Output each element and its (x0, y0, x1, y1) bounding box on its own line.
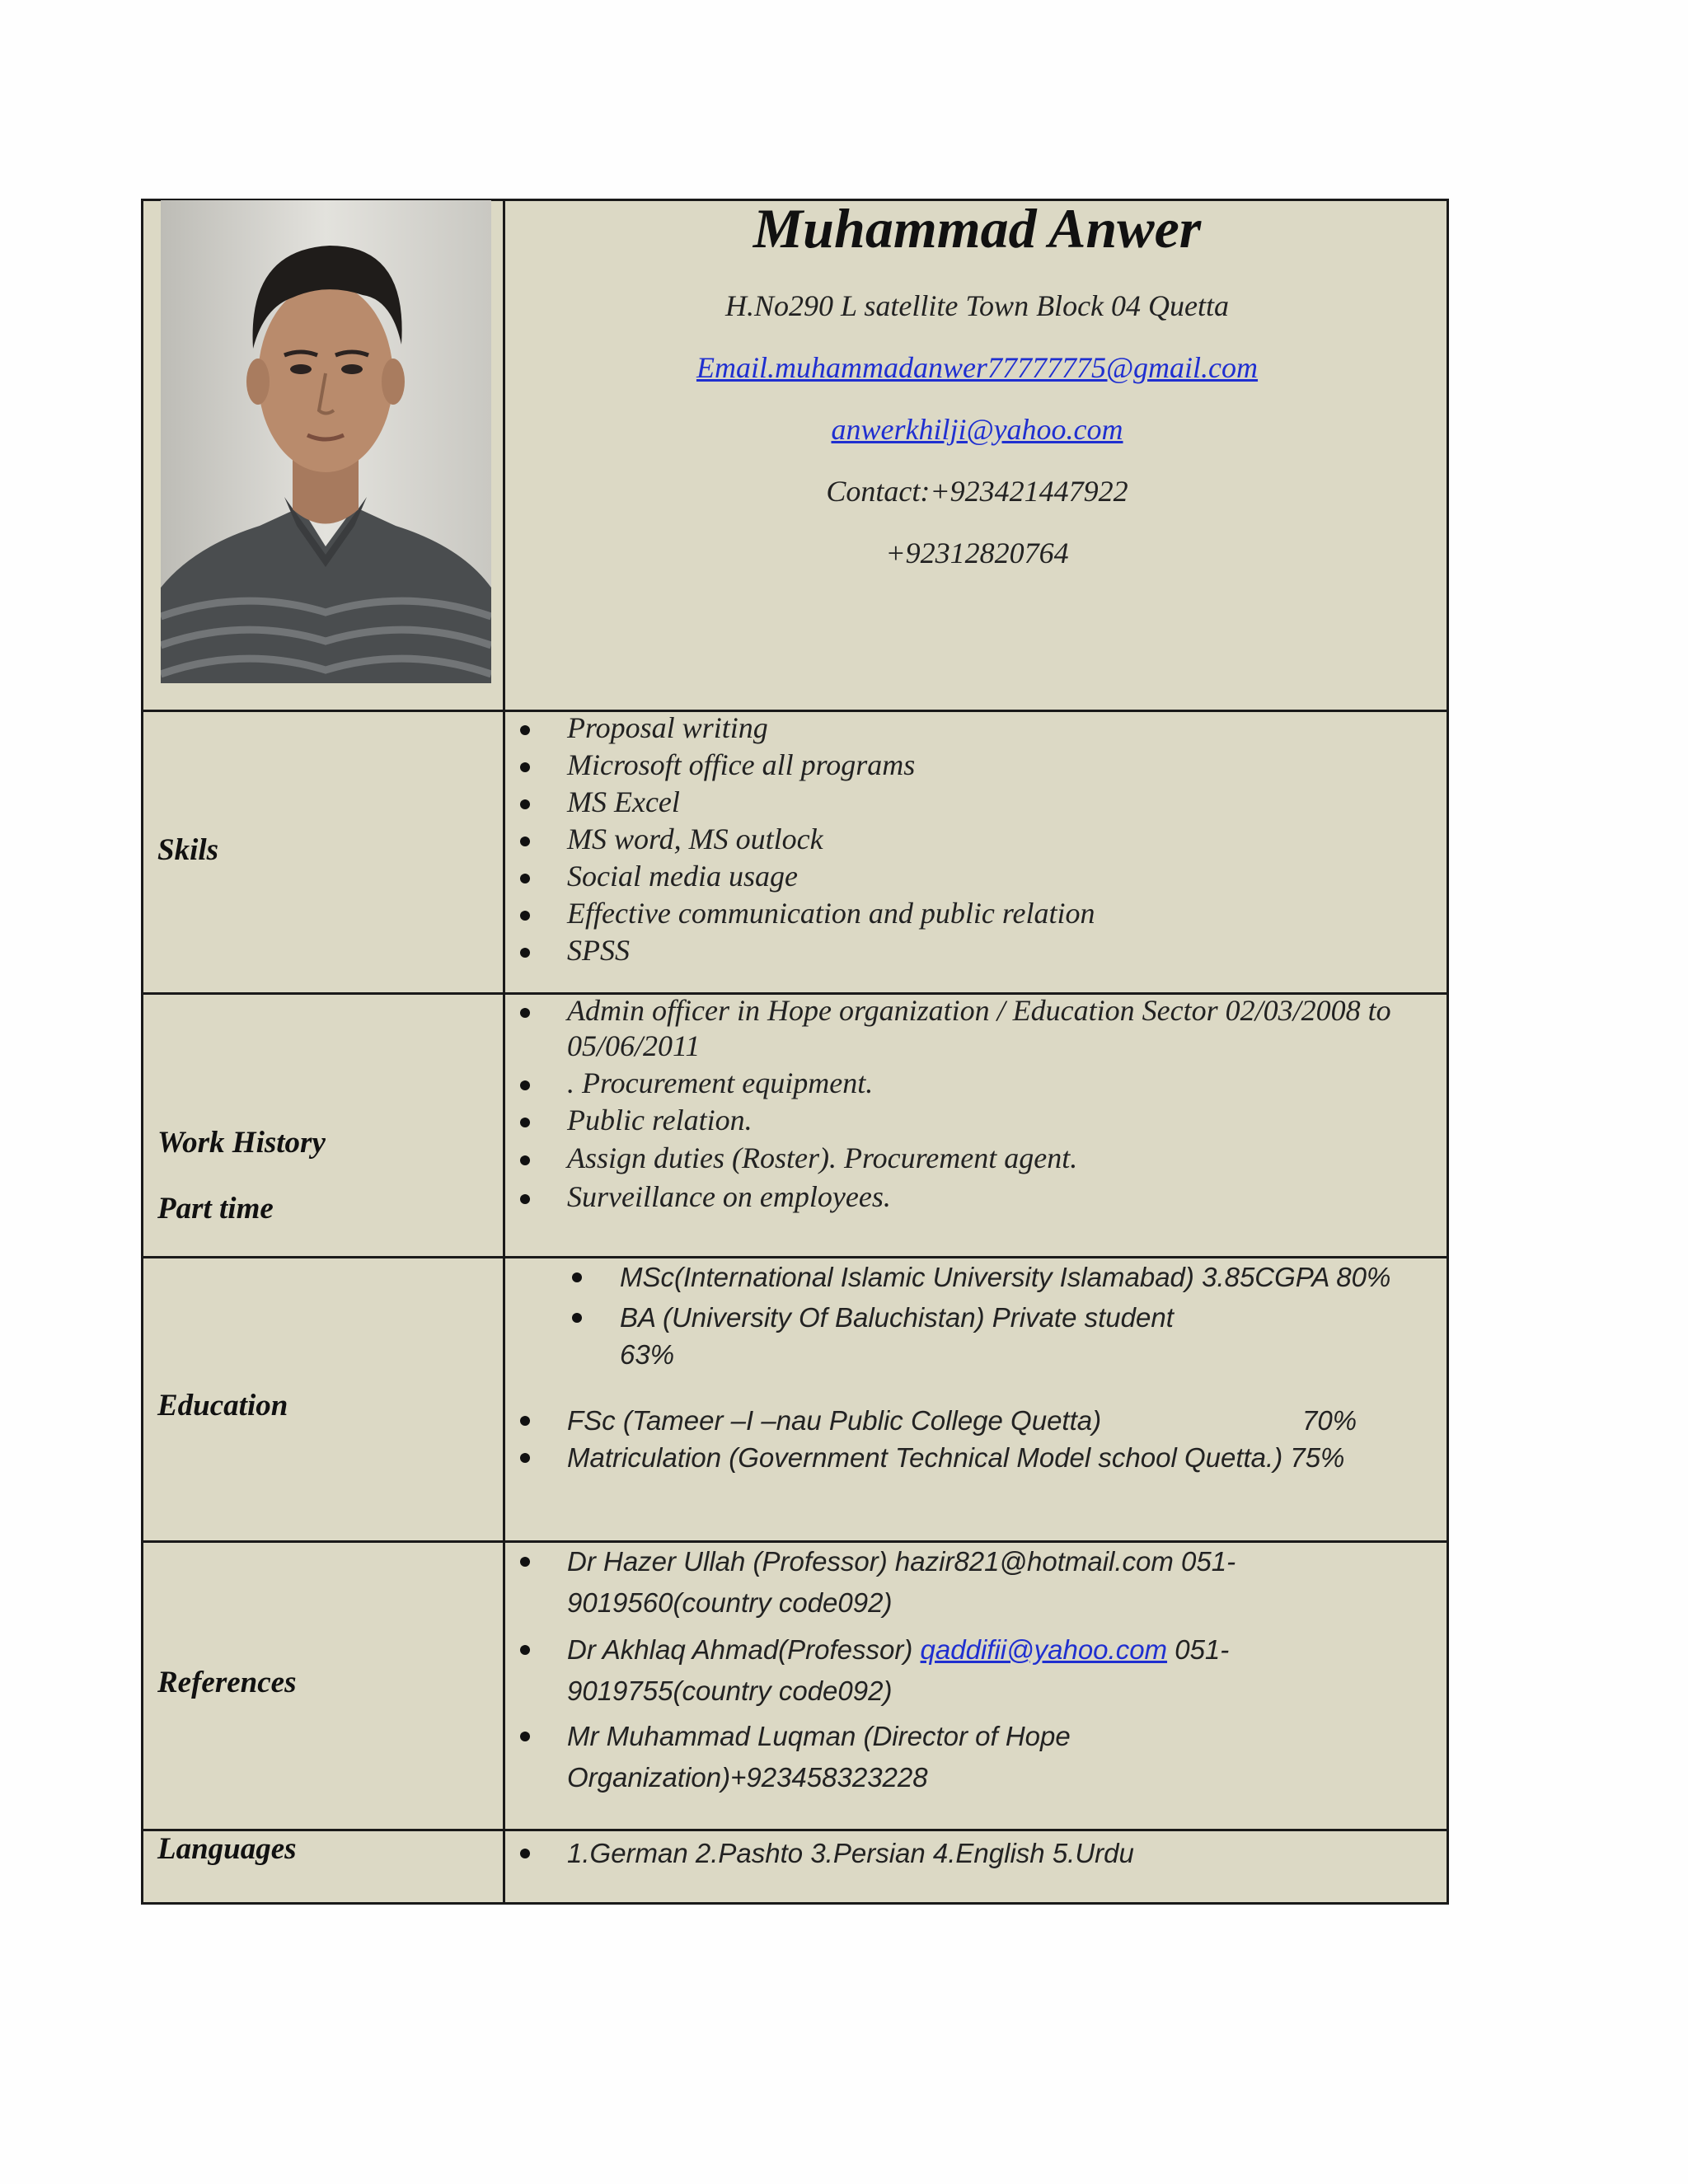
address: H.No290 L satellite Town Block 04 Quetta (724, 289, 1229, 322)
contact-phone: Contact:+923421447922 (826, 475, 1128, 508)
list-item: MS Excel (567, 785, 680, 818)
bullet-icon (520, 911, 530, 921)
bullet-icon (520, 1416, 530, 1426)
list-item: Dr Hazer Ullah (Professor) hazir821@hotmail.com 051- (567, 1546, 1236, 1577)
contact-phone-alt: +92312820764 (885, 537, 1069, 569)
list-item: BA (University Of Baluchistan) Private student (620, 1302, 1174, 1333)
list-item-continued: 05/06/2011 (567, 1029, 701, 1062)
list-item: Microsoft office all programs (567, 748, 916, 781)
row-divider (141, 710, 1449, 712)
column-divider (503, 199, 505, 1905)
bullet-icon (520, 1194, 530, 1204)
skills-label: Skils (157, 833, 219, 867)
languages-label: Languages (157, 1832, 297, 1866)
bullet-icon (520, 1453, 530, 1463)
languages-value: 1.German 2.Pashto 3.Persian 4.English 5.Urdu (567, 1838, 1134, 1868)
bullet-icon (520, 1080, 530, 1090)
row-divider (141, 1829, 1449, 1831)
bullet-icon (520, 1849, 530, 1858)
list-item: Admin officer in Hope organization / Education Sector 02/03/2008 to (567, 994, 1391, 1027)
list-item: Matriculation (Government Technical Model school Quetta.) 75% (567, 1442, 1345, 1473)
education-label: Education (157, 1389, 288, 1422)
profile-photo (161, 200, 491, 683)
list-item-continued: 9019560(country code092) (567, 1587, 893, 1618)
list-item-continued: 9019755(country code092) (567, 1675, 893, 1706)
list-item: Assign duties (Roster). Procurement agent. (567, 1141, 1078, 1174)
list-item-value: 70% (1302, 1405, 1357, 1436)
work-history-label: Work History (157, 1126, 326, 1160)
bullet-icon (520, 1155, 530, 1165)
list-item-continued: 63% (620, 1339, 675, 1370)
list-item: Surveillance on employees. (567, 1180, 891, 1213)
row-divider (141, 1256, 1449, 1258)
list-item: SPSS (567, 934, 630, 967)
bullet-icon (520, 874, 530, 883)
person-name: Muhammad Anwer (753, 197, 1202, 260)
bullet-icon (520, 725, 530, 735)
email-link-secondary[interactable]: anwerkhilji@yahoo.com (831, 413, 1123, 446)
bullet-icon (520, 799, 530, 809)
bullet-icon (520, 1557, 530, 1567)
bullet-icon (520, 1008, 530, 1018)
list-item: Mr Muhammad Luqman (Director of Hope (567, 1721, 1071, 1751)
bullet-icon (520, 1118, 530, 1127)
list-item: MS word, MS outlock (567, 823, 823, 855)
row-divider (141, 1540, 1449, 1543)
list-item: Dr Akhlaq Ahmad(Professor) qaddifii@yahoo.com 051- (567, 1634, 1230, 1665)
list-item: Effective communication and public relation (567, 897, 1095, 930)
bullet-icon (572, 1272, 582, 1282)
bullet-icon (520, 1732, 530, 1741)
list-item: MSc(International Islamic University Islamabad) 3.85CGPA 80% (620, 1262, 1391, 1292)
list-item: FSc (Tameer –I –nau Public College Quetta) (567, 1405, 1102, 1436)
list-item: Proposal writing (567, 711, 768, 744)
bullet-icon (520, 948, 530, 958)
references-label: References (157, 1666, 297, 1699)
bullet-icon (520, 1645, 530, 1655)
bullet-icon (520, 762, 530, 772)
list-item: . Procurement equipment. (567, 1066, 874, 1099)
bullet-icon (572, 1313, 582, 1323)
list-item-continued: Organization)+923458323228 (567, 1762, 928, 1793)
list-item: Social media usage (567, 860, 798, 893)
list-item: Public relation. (567, 1104, 753, 1137)
reference-email-link[interactable]: qaddifii@yahoo.com (920, 1634, 1168, 1665)
part-time-label: Part time (157, 1192, 274, 1226)
bullet-icon (520, 837, 530, 846)
email-link-primary[interactable]: Email.muhammadanwer77777775@gmail.com (696, 351, 1259, 384)
